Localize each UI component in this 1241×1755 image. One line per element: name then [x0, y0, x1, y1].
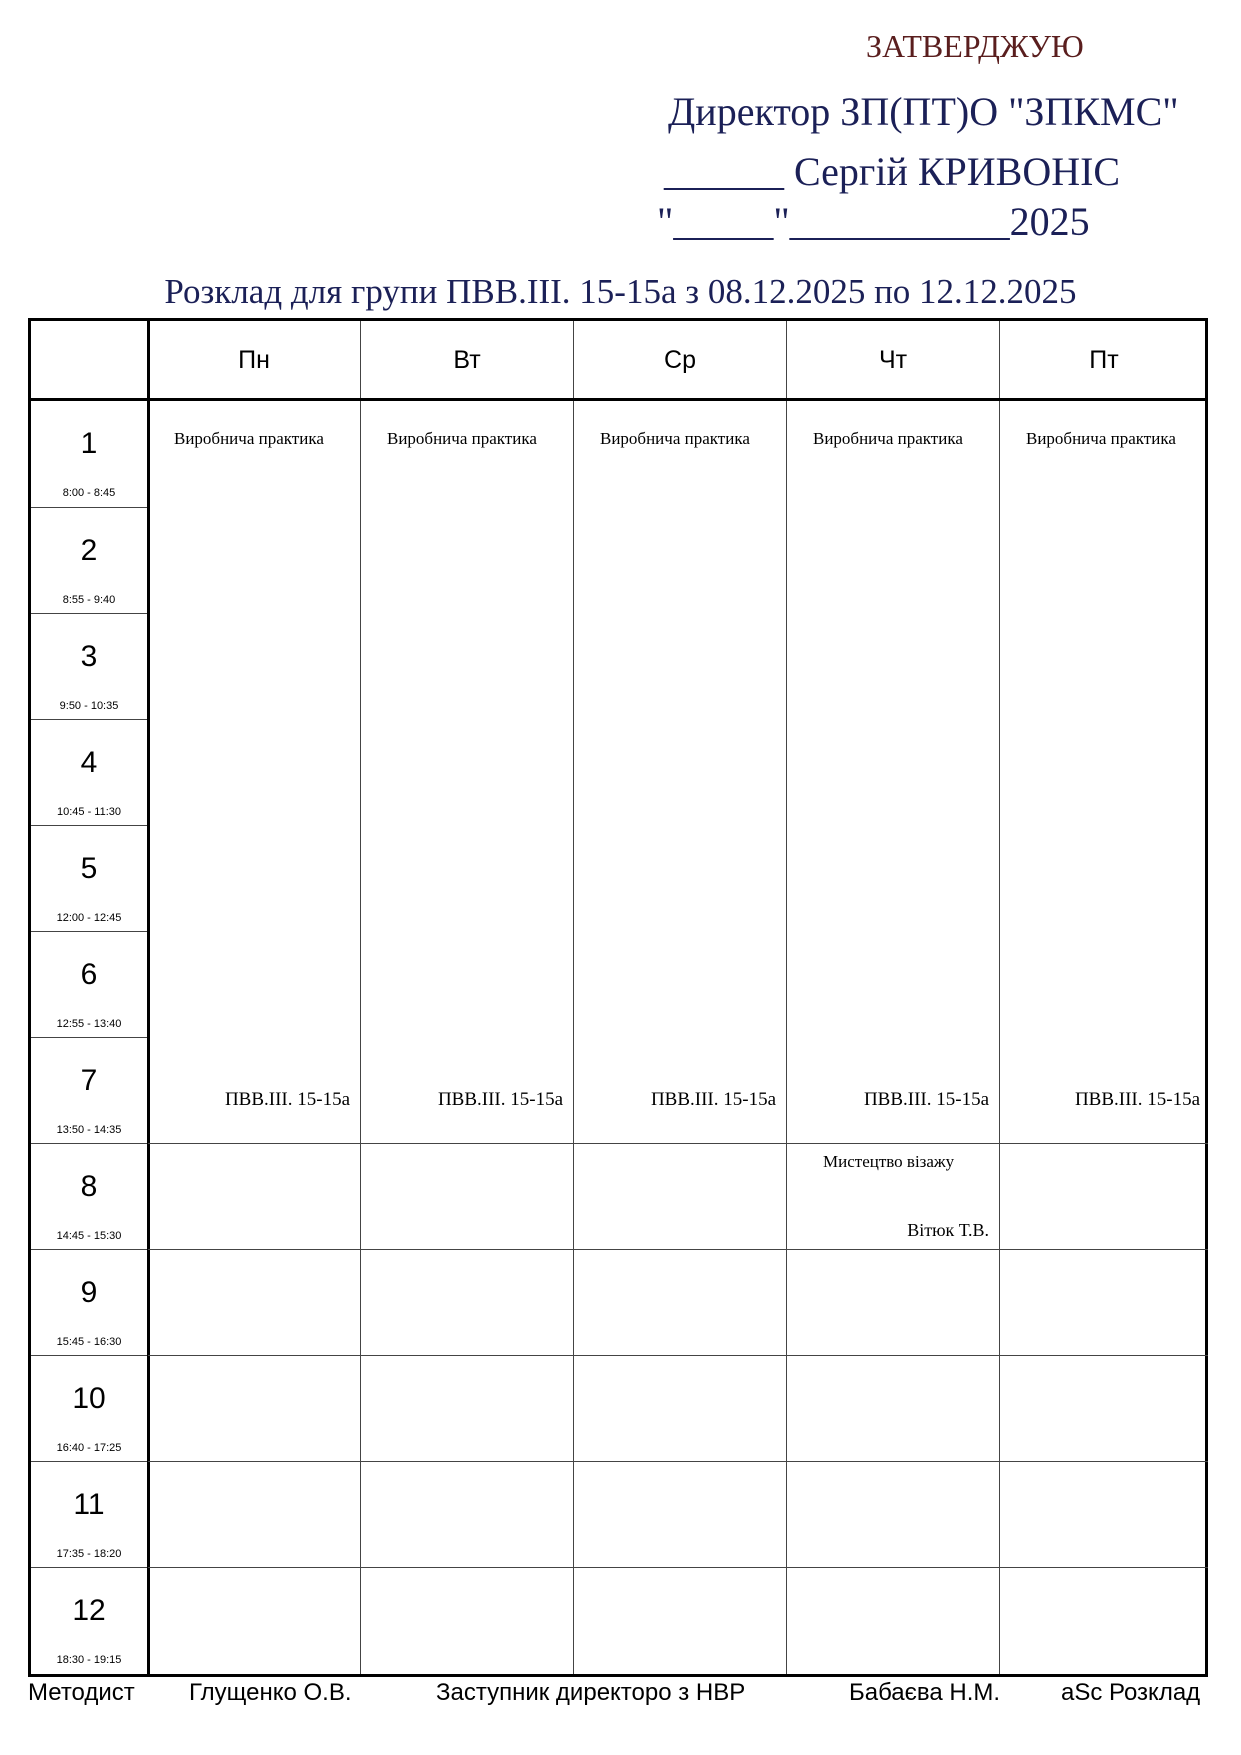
empty-cell [574, 1567, 786, 1674]
period-time: 9:50 - 10:35 [59, 700, 119, 712]
period-number: 2 [80, 534, 98, 567]
day-header-fri: Пт [1089, 345, 1119, 374]
period-cell [31, 719, 147, 825]
footer-methodist-label: Методист [28, 1679, 135, 1706]
period-cell [31, 507, 147, 613]
period-number: 12 [72, 1594, 106, 1627]
lesson-block-fri[interactable] [1000, 401, 1208, 1143]
period-time: 10:45 - 11:30 [56, 806, 121, 818]
lesson-block-mon[interactable] [148, 401, 360, 1143]
period-time: 13:50 - 14:35 [56, 1124, 122, 1136]
empty-cell [361, 1143, 573, 1249]
period-number: 1 [80, 427, 98, 460]
empty-cell [361, 1461, 573, 1567]
empty-cell [361, 1249, 573, 1355]
period-number: 4 [80, 746, 98, 779]
director-title: Директор ЗП(ПТ)О "ЗПКМС" [668, 89, 1179, 134]
period-cell [31, 1037, 147, 1143]
period-cell [31, 1355, 147, 1461]
period-number: 8 [80, 1170, 98, 1203]
lesson-block-wed[interactable] [574, 401, 786, 1143]
lesson-subject: Виробнича практика [174, 429, 324, 448]
period-cell [31, 401, 147, 507]
lesson-block-thu-p8[interactable] [787, 1143, 999, 1249]
empty-cell [1000, 1143, 1208, 1249]
footer-deputy-label: Заступник директоро з НВР [436, 1679, 746, 1706]
period-time: 12:00 - 12:45 [56, 912, 122, 924]
lesson-group: ПВВ.ІІІ. 15-15а [437, 1089, 563, 1110]
lesson-subject: Виробнича практика [600, 429, 750, 448]
period-time: 15:45 - 16:30 [56, 1336, 122, 1348]
empty-cell [1000, 1567, 1208, 1674]
period-time: 16:40 - 17:25 [56, 1442, 122, 1454]
empty-cell [148, 1143, 360, 1249]
empty-cell [787, 1355, 999, 1461]
empty-cell [1000, 1355, 1208, 1461]
period-number: 6 [80, 958, 98, 991]
period-cell [31, 1567, 147, 1673]
period-time: 18:30 - 19:15 [56, 1654, 122, 1666]
empty-cell [361, 1567, 573, 1674]
period-number: 10 [72, 1382, 106, 1415]
period-number: 5 [80, 852, 98, 885]
empty-cell [148, 1249, 360, 1355]
period-time: 12:55 - 13:40 [56, 1018, 122, 1030]
empty-cell [361, 1355, 573, 1461]
lesson-subject: Мистецтво візажу [823, 1152, 955, 1171]
period-cell [31, 613, 147, 719]
empty-cell [148, 1355, 360, 1461]
lesson-teacher: Вітюк Т.В. [907, 1220, 989, 1240]
lesson-subject: Виробнича практика [387, 429, 537, 448]
empty-cell [574, 1461, 786, 1567]
lesson-block-thu[interactable] [787, 401, 999, 1143]
day-header-thu: Чт [878, 345, 908, 374]
lesson-subject: Виробнича практика [1026, 429, 1176, 448]
schedule-title: Розклад для групи ПВВ.ІІІ. 15-15а з 08.12.2025 по 12.12.2025 [164, 272, 1077, 311]
period-number: 9 [80, 1276, 98, 1309]
period-time: 14:45 - 15:30 [56, 1230, 122, 1242]
empty-cell [574, 1143, 786, 1249]
empty-cell [787, 1249, 999, 1355]
lesson-subject: Виробнича практика [813, 429, 963, 448]
day-header-tue: Вт [453, 345, 481, 374]
period-cell [31, 931, 147, 1037]
period-cell [31, 825, 147, 931]
lesson-group: ПВВ.ІІІ. 15-15а [1074, 1089, 1200, 1110]
period-number: 11 [73, 1488, 105, 1521]
period-cell [31, 1461, 147, 1567]
lesson-group: ПВВ.ІІІ. 15-15а [650, 1089, 776, 1110]
empty-cell [574, 1355, 786, 1461]
period-cell [31, 1249, 147, 1355]
approval-heading: ЗАТВЕРДЖУЮ [866, 28, 1084, 64]
empty-cell [148, 1461, 360, 1567]
empty-cell [787, 1567, 999, 1674]
lesson-group: ПВВ.ІІІ. 15-15а [224, 1089, 350, 1110]
empty-cell [574, 1249, 786, 1355]
empty-cell [148, 1567, 360, 1674]
empty-cell [1000, 1249, 1208, 1355]
period-time: 8:00 - 8:45 [62, 487, 116, 499]
footer-methodist-name: Глущенко О.В. [189, 1679, 352, 1706]
day-header-mon: Пн [238, 345, 270, 374]
footer-deputy-name: Бабаєва Н.М. [849, 1679, 1001, 1706]
period-time: 17:35 - 18:20 [56, 1548, 122, 1560]
lesson-block-tue[interactable] [361, 401, 573, 1143]
lesson-group: ПВВ.ІІІ. 15-15а [863, 1089, 989, 1110]
empty-cell [787, 1461, 999, 1567]
period-time: 8:55 - 9:40 [62, 594, 116, 606]
period-number: 7 [80, 1064, 98, 1097]
day-header-wed: Ср [664, 345, 696, 374]
empty-cell [1000, 1461, 1208, 1567]
footer-software-label: aSc Розклад [1061, 1679, 1201, 1706]
period-number: 3 [80, 640, 98, 673]
approval-date-line: "_____"___________2025 [657, 199, 1090, 244]
schedule-grid [28, 318, 1208, 1677]
director-signature-line: ______ Сергій КРИВОНІС [664, 149, 1121, 194]
period-cell [31, 1143, 147, 1249]
